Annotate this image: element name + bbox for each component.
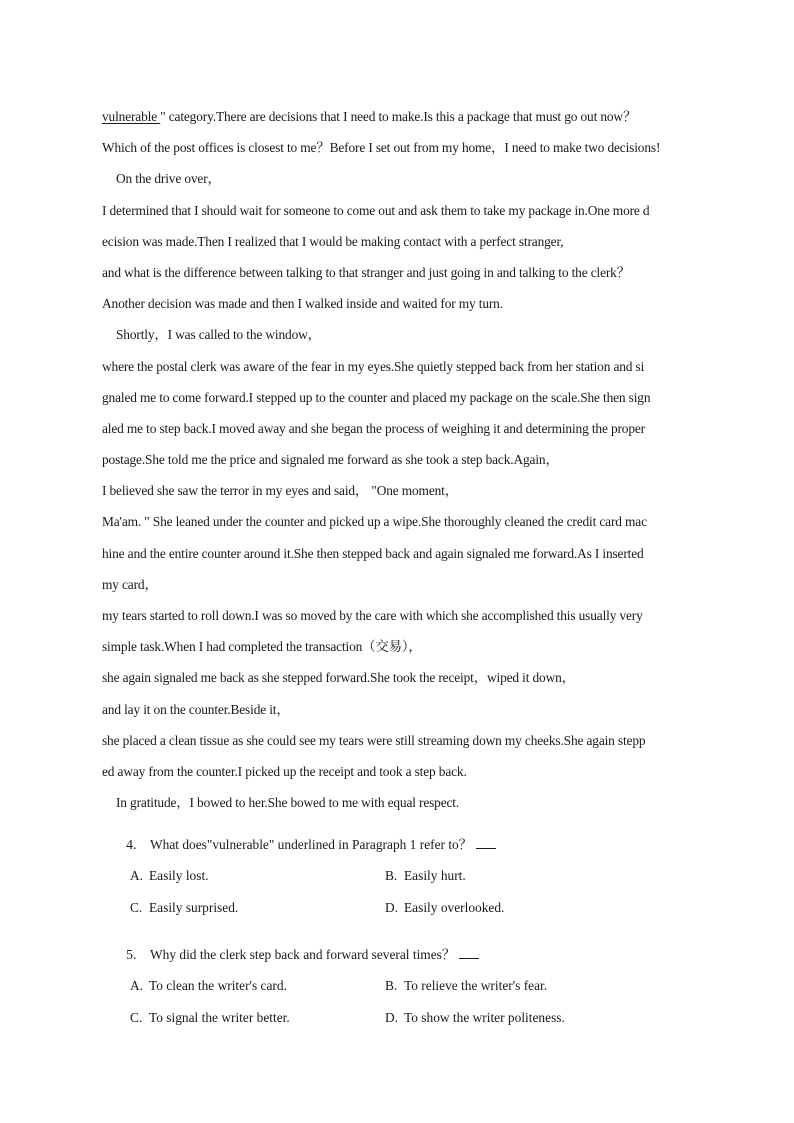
passage-line: where the postal clerk was aware of the fear in my eyes.She quietly stepped back from her station and si: [102, 358, 645, 374]
passage-line: aled me to step back.I moved away and she began the process of weighing it and determining the proper: [102, 420, 645, 436]
passage-line: Another decision was made and then I walked inside and waited for my turn.: [102, 296, 503, 312]
passage-line: On the drive over，: [116, 171, 221, 187]
option-letter: D.: [385, 899, 399, 915]
option-b[interactable]: [381, 970, 636, 1002]
option-letter: C.: [130, 1009, 143, 1025]
option-text: Easily surprised.: [149, 899, 239, 915]
passage-line: ecision was made.Then I realized that I would be making contact with a perfect stranger,: [102, 233, 564, 249]
option-b[interactable]: [381, 860, 636, 892]
option-row: [126, 892, 686, 924]
option-row: [126, 970, 686, 1002]
passage-line: In gratitude，I bowed to her.She bowed to me with equal respect.: [116, 795, 460, 811]
line-text: " category.There are decisions that I need to make.Is this a package that must go out now？: [160, 109, 637, 124]
option-d[interactable]: [381, 892, 636, 924]
option-letter: D.: [385, 1009, 399, 1025]
option-row: [126, 860, 686, 892]
passage-line: she placed a clean tissue as she could see my tears were still streaming down my cheeks.She again stepp: [102, 732, 646, 748]
passage-line: gnaled me to come forward.I stepped up to the counter and placed my package on the scale.She then sign: [102, 389, 651, 405]
question-stem: [126, 829, 686, 860]
question-section: [126, 829, 686, 1049]
option-letter: B.: [385, 868, 398, 883]
option-row: [126, 1002, 686, 1034]
passage-line: and lay it on the counter.Beside it，: [102, 701, 290, 717]
option-letter: A.: [130, 868, 144, 883]
passage-line: my tears started to roll down.I was so moved by the care with which she accomplished this usually very: [102, 608, 643, 623]
passage-line: and what is the difference between talking to that stranger and just going in and talking to the clerk？: [102, 264, 630, 280]
answer-blank[interactable]: [476, 834, 496, 849]
option-letter: C.: [130, 899, 143, 915]
answer-blank[interactable]: [459, 944, 479, 959]
passage-line: I determined that I should wait for someone to come out and ask them to take my package in.One more d: [102, 202, 650, 218]
passage-line: my card，: [102, 576, 158, 592]
option-text: Easily overlooked.: [404, 899, 505, 915]
question-4: [126, 829, 686, 923]
option-text: To signal the writer better.: [149, 1009, 290, 1025]
passage-line: Shortly，I was called to the window，: [116, 327, 321, 343]
question-text: What does"vulnerable" underlined in Paragraph 1 refer to？: [150, 837, 473, 852]
passage-line: ed away from the counter.I picked up the receipt and took a step back.: [102, 763, 467, 779]
option-c[interactable]: [126, 892, 381, 924]
passage-line: Ma'am. " She leaned under the counter and picked up a wipe.She thoroughly cleaned the credit card mac: [102, 514, 647, 530]
question-number: 5.: [126, 948, 137, 963]
passage-line: Which of the post offices is closest to me？Before I set out from my home，I need to make two decisions!: [102, 140, 661, 156]
passage-line: [102, 101, 702, 132]
option-text: To show the writer politeness.: [404, 1009, 565, 1025]
underlined-word: vulnerable: [102, 109, 161, 124]
option-d[interactable]: [381, 1002, 636, 1034]
option-text: Easily lost.: [149, 868, 209, 883]
passage-line: she again signaled me back as she stepped forward.She took the receipt，wiped it down，: [102, 670, 575, 686]
question-text: Why did the clerk step back and forward several times？: [150, 947, 456, 962]
question-stem: [126, 939, 686, 970]
option-c[interactable]: [126, 1002, 381, 1034]
option-text: To clean the writer's card.: [149, 978, 287, 993]
question-number: 4.: [126, 838, 137, 853]
option-letter: A.: [130, 978, 144, 993]
passage-line: hine and the entire counter around it.She then stepped back and again signaled me forward.As I inserted: [102, 545, 644, 561]
reading-passage: [102, 101, 702, 818]
option-text: To relieve the writer's fear.: [404, 978, 548, 993]
passage-line: simple task.When I had completed the transaction（交易），: [102, 639, 422, 655]
option-a[interactable]: [126, 970, 381, 1002]
option-a[interactable]: [126, 860, 381, 892]
question-5: [126, 939, 686, 1033]
passage-line: postage.She told me the price and signaled me forward as she took a step back.Again，: [102, 452, 559, 468]
passage-line: I believed she saw the terror in my eyes and said， "One moment，: [102, 483, 458, 499]
option-letter: B.: [385, 978, 398, 993]
option-text: Easily hurt.: [404, 868, 466, 883]
